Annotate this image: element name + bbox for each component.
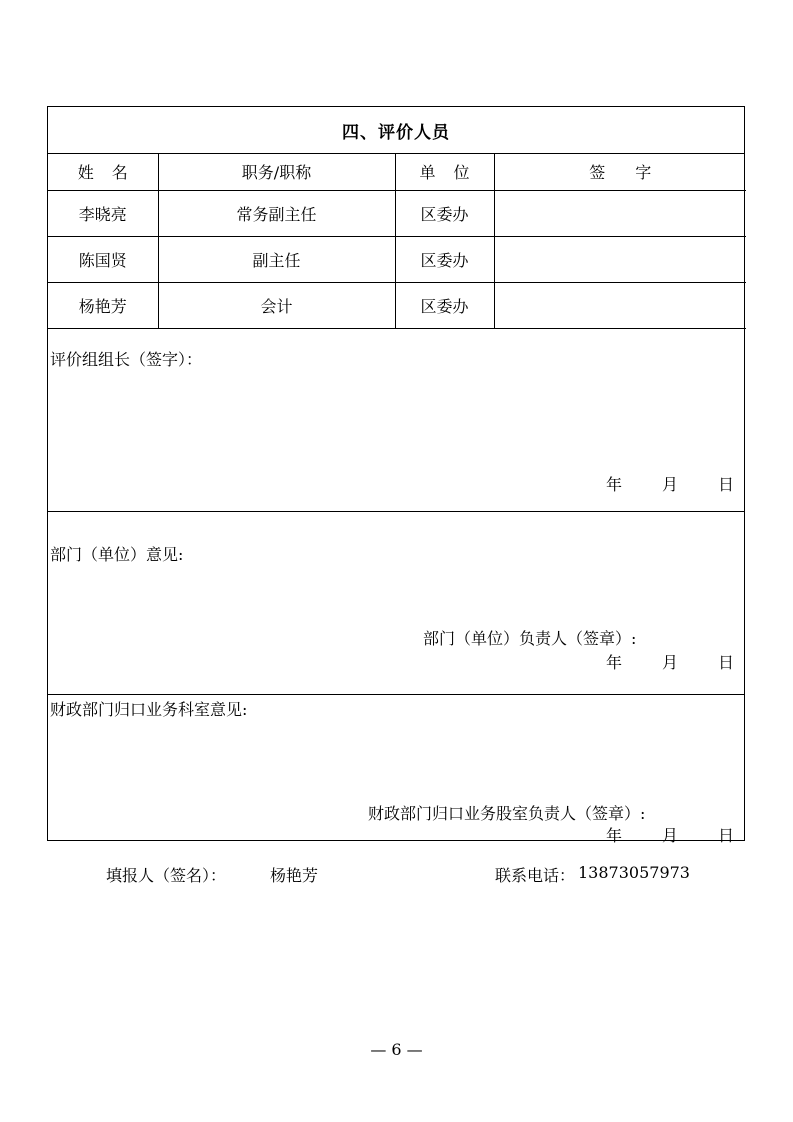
cell-title: 会计 [158, 283, 395, 329]
phone-label: 联系电话： [495, 866, 576, 885]
cell-name: 杨艳芳 [48, 283, 158, 329]
date-month: 月 [662, 826, 679, 845]
date-year: 年 [606, 475, 623, 494]
cell-signature[interactable] [494, 191, 746, 237]
cell-title: 常务副主任 [158, 191, 395, 237]
date-day: 日 [718, 826, 735, 845]
cell-signature[interactable] [494, 237, 746, 283]
evaluation-form [47, 106, 745, 845]
cell-signature[interactable] [494, 283, 746, 329]
finance-signer: 财政部门归口业务股室负责人（签章）: [368, 804, 646, 823]
filler-label: 填报人（签名）： [106, 866, 227, 885]
finance-label: 财政部门归口业务科室意见: [50, 700, 248, 719]
cell-title: 副主任 [158, 237, 395, 283]
header-unit: 单位 [395, 153, 494, 191]
cell-unit: 区委办 [395, 237, 494, 283]
table-row [48, 237, 746, 283]
section-title: 四、评价人员 [48, 107, 744, 154]
leader-label: 评价组组长（签字）： [50, 350, 203, 369]
dept-label: 部门（单位）意见: [50, 545, 184, 564]
table-row [48, 191, 746, 237]
cell-unit: 区委办 [395, 191, 494, 237]
cell-unit: 区委办 [395, 283, 494, 329]
date-day: 日 [718, 475, 735, 494]
table-header-row [48, 153, 746, 191]
header-name: 姓名 [48, 153, 158, 191]
date-month: 月 [662, 475, 679, 494]
header-title: 职务/职称 [158, 153, 395, 191]
cell-name: 李晓亮 [48, 191, 158, 237]
date-day: 日 [718, 653, 735, 672]
page-number: — 6 — [370, 1040, 423, 1059]
date-year: 年 [606, 653, 623, 672]
evaluators-table [48, 153, 746, 329]
header-signature: 签字 [494, 153, 746, 191]
dept-date [606, 650, 734, 673]
finance-section [48, 694, 744, 845]
table-row [48, 283, 746, 329]
date-month: 月 [662, 653, 679, 672]
cell-name: 陈国贤 [48, 237, 158, 283]
finance-date [606, 823, 734, 846]
date-year: 年 [606, 826, 623, 845]
dept-section [48, 511, 744, 694]
filler-name: 杨艳芳 [270, 866, 319, 885]
leader-section [48, 328, 744, 511]
dept-signer: 部门（单位）负责人（签章）: [423, 629, 637, 648]
phone-number: 13873057973 [578, 863, 690, 882]
leader-date [606, 472, 734, 495]
